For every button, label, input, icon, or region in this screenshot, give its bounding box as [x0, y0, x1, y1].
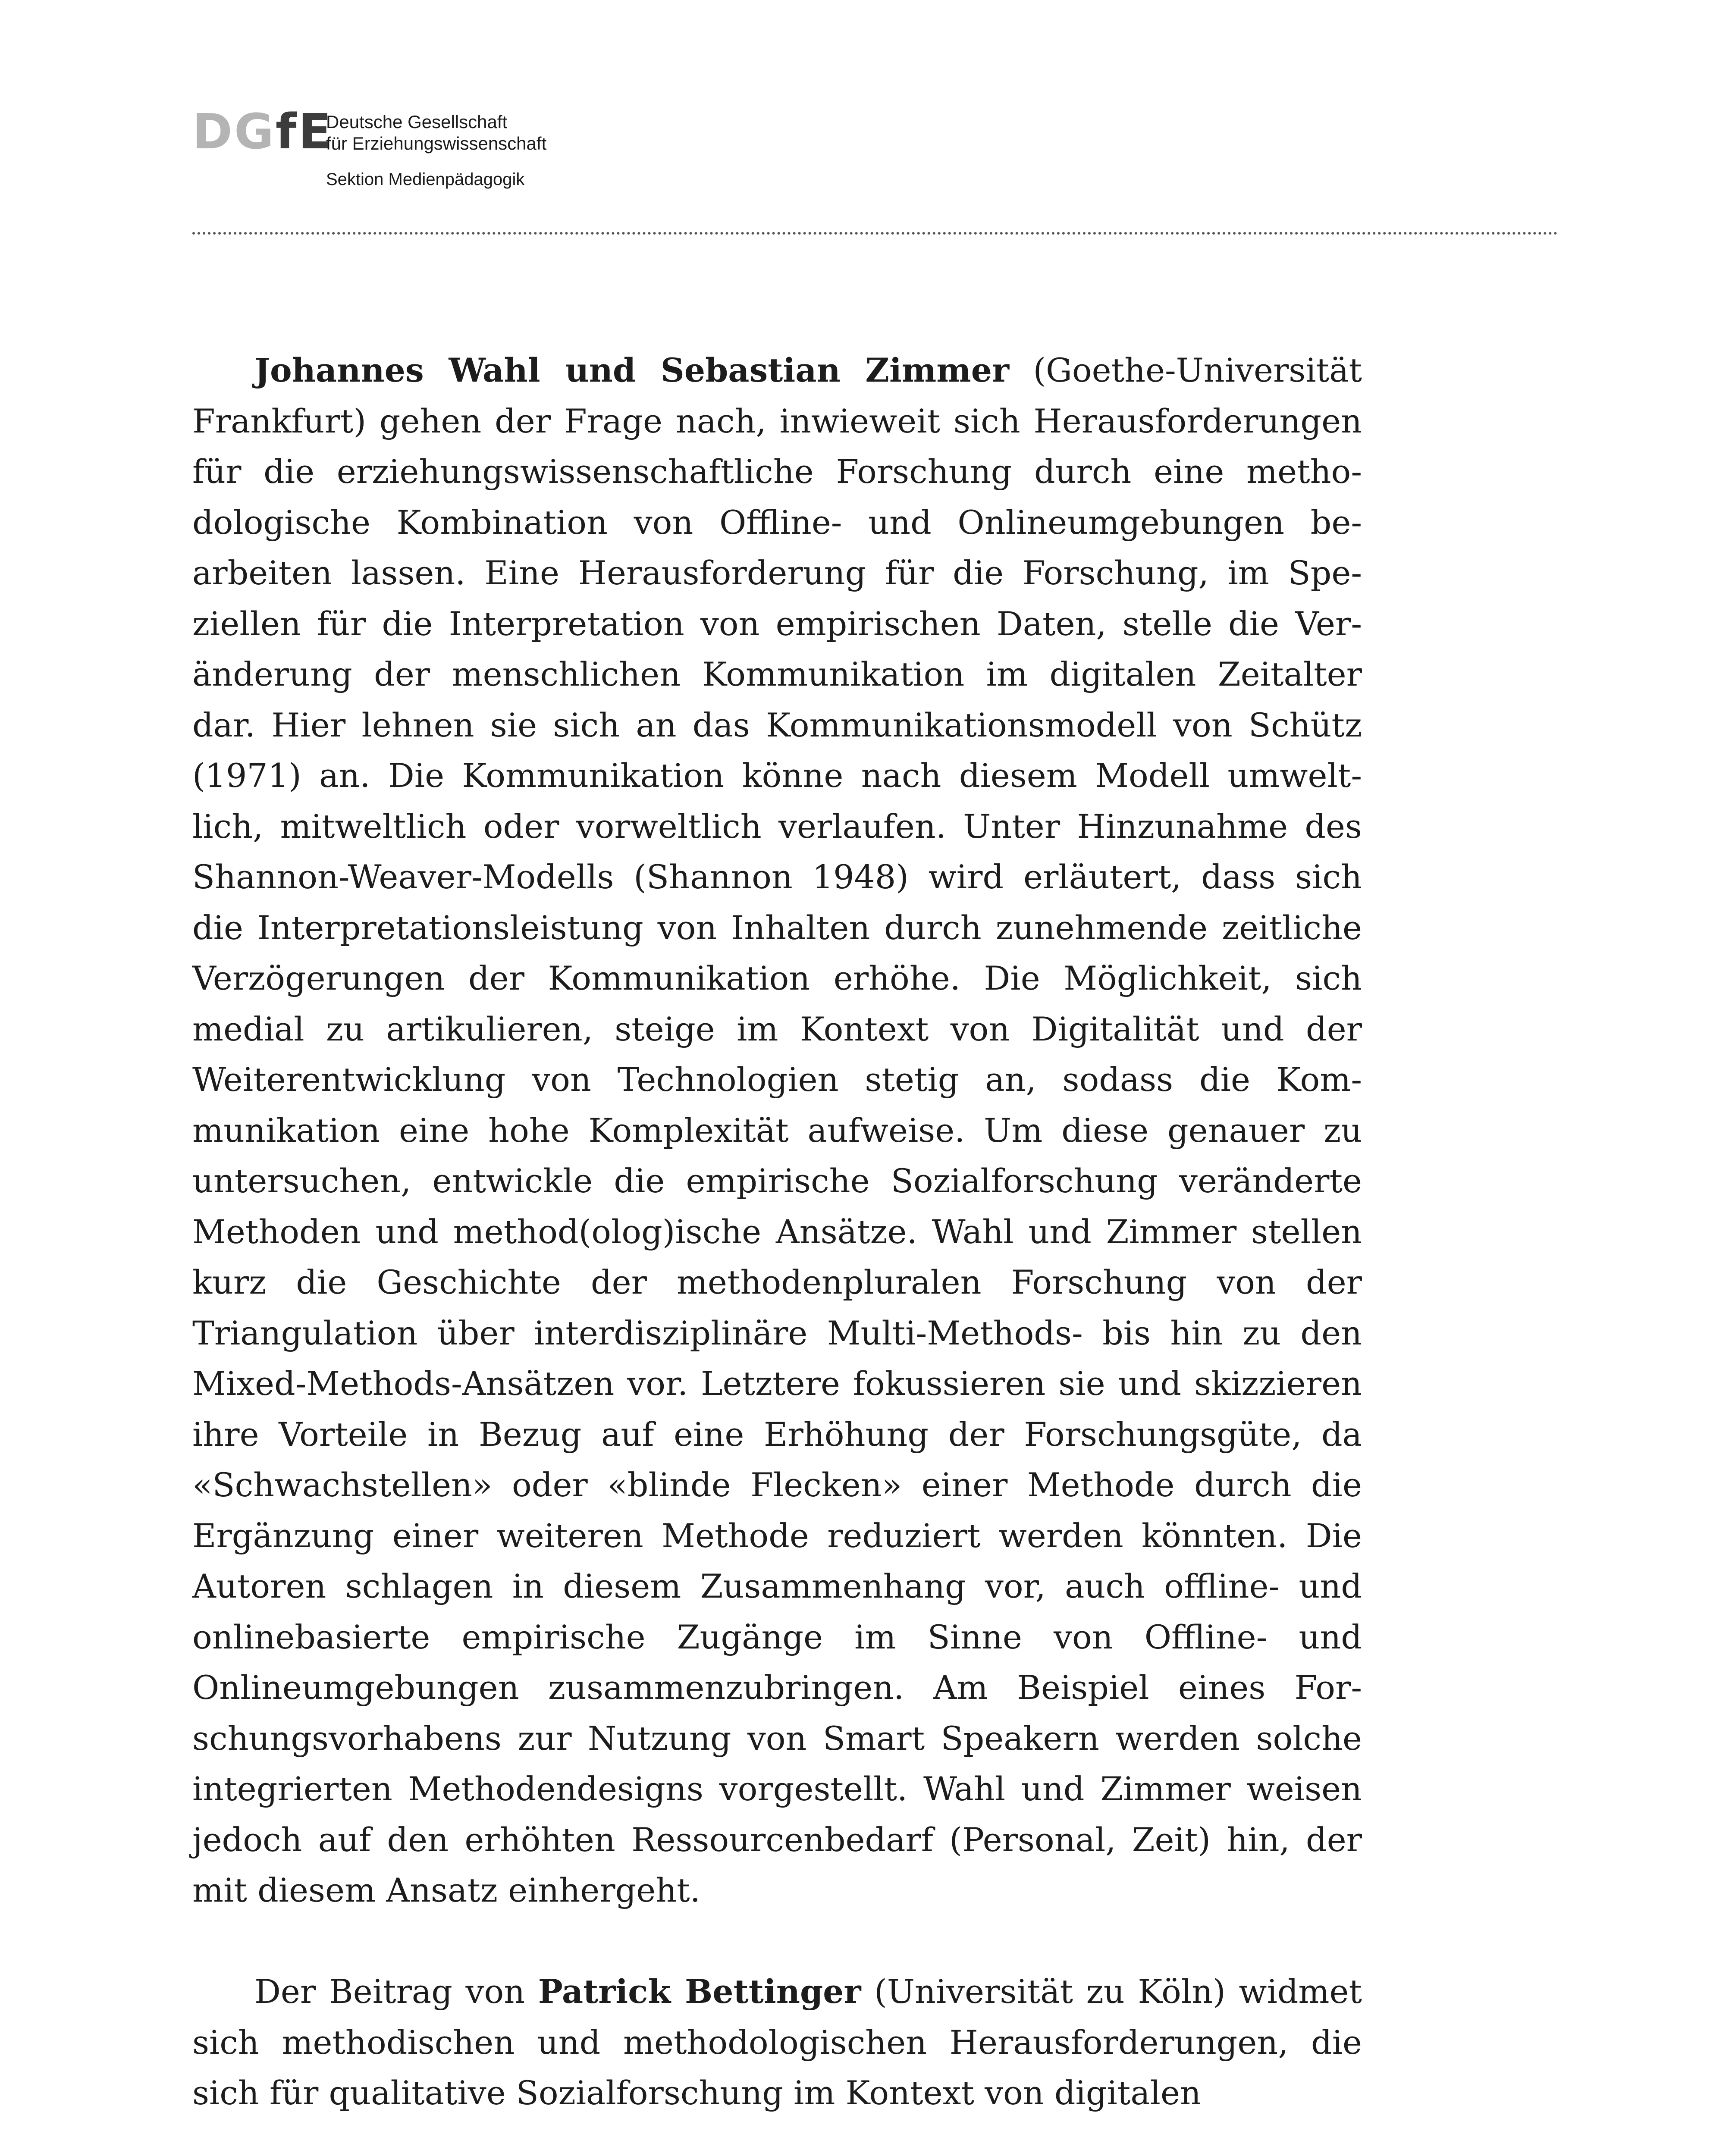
logo-letters-light: DG	[192, 104, 276, 160]
author-names-bold: Johannes Wahl und Sebastian Zimmer	[254, 351, 1010, 389]
paragraph-lead-in: Der Beitrag von	[254, 1972, 538, 2011]
logo-letters-dark: fE	[275, 104, 333, 160]
paragraph-wahl-zimmer	[192, 345, 1362, 1916]
paragraph-text: (Goethe-Universität Frankfurt) gehen der Frage nach, inwieweit sich Herausforderungen für die erziehungswissenschaftliche Forschung durch eine methodologische Kombination von Offline- und Onlineumgebungen bearbeiten lassen. Eine Herausforderung für die Forschung, im Speziellen für die Interpretation von empirischen Daten, stelle die Veränderung der menschlichen Kommunikation im digitalen Zeitalter dar. Hier lehnen sie sich an das Kommunikationsmodell von Schütz (1971) an. Die Kommunikation könne nach diesem Modell umweltlich, mitweltlich oder vorweltlich verlaufen. Unter Hinzunahme des Shannon-Weaver-Modells (Shannon 1948) wird erläutert, dass sich die Interpretationsleistung von Inhalten durch zunehmende zeitliche Verzögerungen der Kommunikation erhöhe. Die Möglichkeit, sich medial zu artikulieren, steige im Kontext von Digitalität und der Weiterentwicklung von Technologien stetig an, sodass die Kommunikation eine hohe Komplexität aufweise. Um diese genauer zu untersuchen, entwickle die empirische Sozialforschung veränderte Methoden und method(olog)ische Ansätze. Wahl und Zimmer stellen kurz die Geschichte der methodenpluralen Forschung von der Triangulation über interdisziplinäre Multi-Methods- bis hin zu den Mixed-Methods-Ansätzen vor. Letztere fokussieren sie und skizzieren ihre Vorteile in Bezug auf eine Erhöhung der Forschungsgüte, da «Schwachstellen» oder «blinde Flecken» einer Methode durch die Ergänzung einer weiteren Methode reduziert werden könnten. Die Autoren schlagen in diesem Zusammenhang vor, auch offline- und onlinebasierte empirische Zugänge im Sinne von Offline- und Onlineumgebungen zusammenzubringen. Am Beispiel eines Forschungsvorhabens zur Nutzung von Smart Speakern werden solche integrierten Methodendesigns vorgestellt. Wahl und Zimmer weisen jedoch auf den erhöhten Ressourcenbedarf (Personal, Zeit) hin, der mit diesem Ansatz einhergeht.	[192, 351, 1362, 1909]
dgfe-logo	[192, 104, 333, 160]
page-header	[192, 104, 710, 203]
organization-name	[326, 111, 546, 154]
organization-name-line1: Deutsche Gesellschaft	[326, 112, 508, 132]
paragraph-bettinger	[192, 1966, 1362, 2118]
header-divider	[192, 232, 1558, 235]
organization-name-line2: für Erziehungswissenschaft	[326, 133, 547, 154]
section-name: Sektion Medienpädagogik	[326, 170, 525, 189]
paragraph-text: (Universität zu Köln) widmet sich methodischen und methodologischen Herausforderungen, die sich für qualitative Sozialforschung im Kontext von digitalen	[192, 1972, 1362, 2112]
body-text	[192, 345, 1362, 2118]
author-name-bold: Patrick Bettinger	[538, 1972, 861, 2011]
